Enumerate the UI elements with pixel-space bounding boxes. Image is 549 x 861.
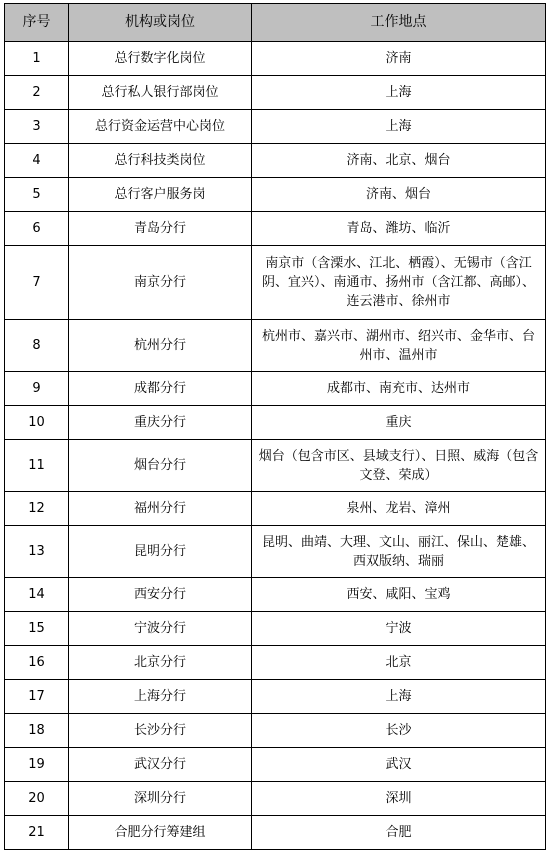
cell-org: 武汉分行 — [69, 748, 252, 782]
cell-location: 泉州、龙岩、漳州 — [252, 492, 546, 526]
cell-org: 南京分行 — [69, 246, 252, 320]
cell-location: 烟台（包含市区、县域支行）、日照、威海（包含文登、荣成） — [252, 440, 546, 492]
cell-org: 青岛分行 — [69, 212, 252, 246]
table-row — [5, 646, 546, 680]
cell-org: 烟台分行 — [69, 440, 252, 492]
cell-org: 总行资金运营中心岗位 — [69, 110, 252, 144]
header-location: 工作地点 — [252, 4, 546, 42]
cell-seq: 19 — [5, 748, 69, 782]
cell-seq: 6 — [5, 212, 69, 246]
cell-location: 上海 — [252, 680, 546, 714]
table-row — [5, 406, 546, 440]
cell-seq: 8 — [5, 320, 69, 372]
header-seq: 序号 — [5, 4, 69, 42]
cell-location: 深圳 — [252, 782, 546, 816]
cell-location: 长沙 — [252, 714, 546, 748]
cell-org: 上海分行 — [69, 680, 252, 714]
cell-org: 昆明分行 — [69, 526, 252, 578]
cell-org: 福州分行 — [69, 492, 252, 526]
table-row — [5, 714, 546, 748]
table-row — [5, 110, 546, 144]
cell-org: 重庆分行 — [69, 406, 252, 440]
cell-location: 济南、北京、烟台 — [252, 144, 546, 178]
cell-seq: 1 — [5, 42, 69, 76]
cell-org: 西安分行 — [69, 578, 252, 612]
cell-location: 上海 — [252, 76, 546, 110]
cell-seq: 21 — [5, 816, 69, 850]
cell-org: 宁波分行 — [69, 612, 252, 646]
cell-location: 青岛、潍坊、临沂 — [252, 212, 546, 246]
table-row — [5, 246, 546, 320]
table-row — [5, 440, 546, 492]
cell-org: 总行私人银行部岗位 — [69, 76, 252, 110]
table-row — [5, 320, 546, 372]
cell-seq: 18 — [5, 714, 69, 748]
cell-location: 济南、烟台 — [252, 178, 546, 212]
cell-org: 杭州分行 — [69, 320, 252, 372]
cell-seq: 10 — [5, 406, 69, 440]
header-org: 机构或岗位 — [69, 4, 252, 42]
cell-seq: 17 — [5, 680, 69, 714]
cell-org: 成都分行 — [69, 372, 252, 406]
cell-org: 总行数字化岗位 — [69, 42, 252, 76]
cell-seq: 12 — [5, 492, 69, 526]
cell-seq: 15 — [5, 612, 69, 646]
cell-seq: 14 — [5, 578, 69, 612]
header-row — [5, 4, 546, 42]
location-table — [4, 3, 546, 850]
table-row — [5, 178, 546, 212]
table-row — [5, 144, 546, 178]
table-row — [5, 578, 546, 612]
cell-location: 昆明、曲靖、大理、文山、丽江、保山、楚雄、西双版纳、瑞丽 — [252, 526, 546, 578]
cell-seq: 5 — [5, 178, 69, 212]
cell-org: 合肥分行筹建组 — [69, 816, 252, 850]
table-row — [5, 212, 546, 246]
table-row — [5, 782, 546, 816]
cell-location: 南京市（含溧水、江北、栖霞）、无锡市（含江阴、宜兴）、南通市、扬州市（含江都、高邮）、连云港市、徐州市 — [252, 246, 546, 320]
cell-seq: 4 — [5, 144, 69, 178]
cell-org: 总行科技类岗位 — [69, 144, 252, 178]
table-row — [5, 526, 546, 578]
cell-seq: 7 — [5, 246, 69, 320]
cell-location: 西安、咸阳、宝鸡 — [252, 578, 546, 612]
cell-seq: 11 — [5, 440, 69, 492]
cell-org: 深圳分行 — [69, 782, 252, 816]
cell-location: 上海 — [252, 110, 546, 144]
cell-org: 总行客户服务岗 — [69, 178, 252, 212]
cell-seq: 13 — [5, 526, 69, 578]
cell-location: 武汉 — [252, 748, 546, 782]
cell-location: 成都市、南充市、达州市 — [252, 372, 546, 406]
cell-location: 北京 — [252, 646, 546, 680]
cell-seq: 20 — [5, 782, 69, 816]
cell-org: 北京分行 — [69, 646, 252, 680]
cell-seq: 2 — [5, 76, 69, 110]
cell-seq: 16 — [5, 646, 69, 680]
cell-location: 宁波 — [252, 612, 546, 646]
cell-location: 济南 — [252, 42, 546, 76]
table-row — [5, 492, 546, 526]
cell-org: 长沙分行 — [69, 714, 252, 748]
table-row — [5, 816, 546, 850]
table-row — [5, 372, 546, 406]
cell-seq: 9 — [5, 372, 69, 406]
table-row — [5, 42, 546, 76]
table-row — [5, 612, 546, 646]
cell-location: 合肥 — [252, 816, 546, 850]
cell-location: 杭州市、嘉兴市、湖州市、绍兴市、金华市、台州市、温州市 — [252, 320, 546, 372]
table-row — [5, 76, 546, 110]
cell-location: 重庆 — [252, 406, 546, 440]
cell-seq: 3 — [5, 110, 69, 144]
table-row — [5, 748, 546, 782]
table-row — [5, 680, 546, 714]
